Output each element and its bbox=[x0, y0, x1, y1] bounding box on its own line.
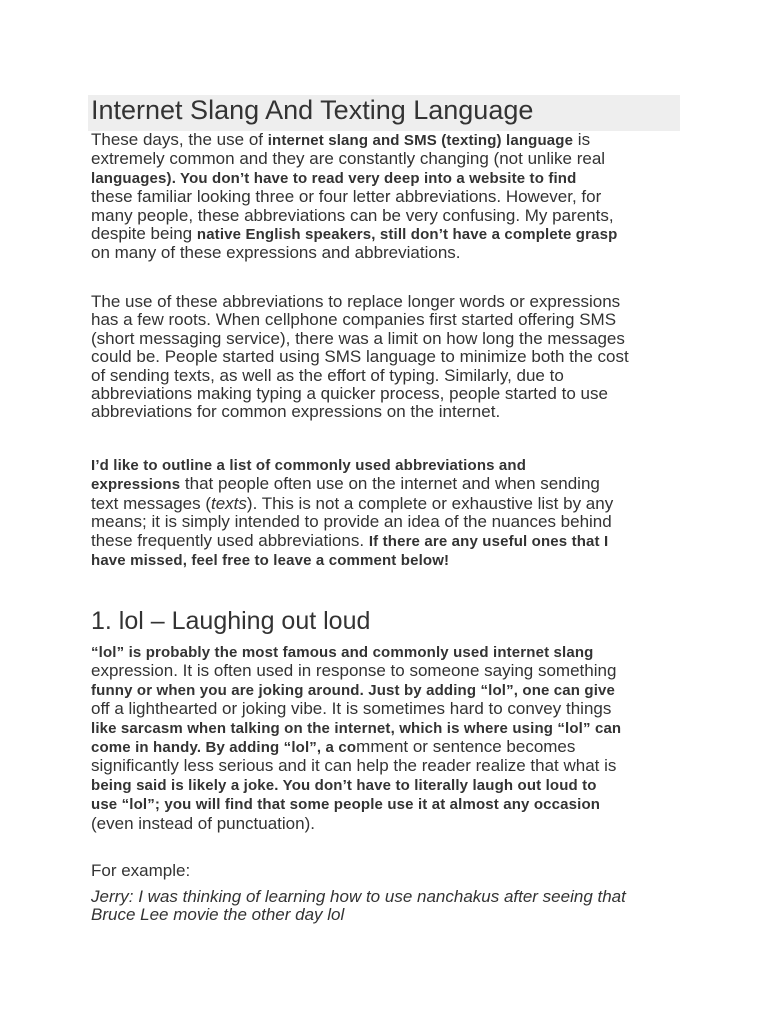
text-run: despite being bbox=[91, 224, 197, 244]
italic-run: texts bbox=[211, 493, 247, 513]
text-line bbox=[91, 719, 691, 738]
text-line bbox=[91, 131, 691, 150]
bold-run: languages) bbox=[91, 169, 172, 187]
text-line bbox=[91, 456, 691, 475]
text-run: is bbox=[573, 130, 591, 149]
text-line: Bruce Lee movie the other day lol bbox=[91, 905, 345, 925]
text-line bbox=[91, 643, 691, 662]
text-line: on many of these expressions and abbreviations. bbox=[91, 243, 461, 263]
bold-run: like sarcasm when talking on the internet, which is where using “lol” can bbox=[91, 719, 622, 737]
example-label: For example: bbox=[91, 861, 191, 880]
text-line bbox=[91, 738, 691, 757]
bold-run: internet slang and SMS (texting) language bbox=[267, 132, 574, 149]
page-title: Internet Slang And Texting Language bbox=[91, 95, 534, 125]
bold-run: use “lol”; you will find that some people use it at almost any occasion bbox=[91, 796, 601, 814]
bold-run: being said is likely a joke. You don’t have to literally laugh out loud to bbox=[91, 776, 597, 794]
text-line: many people, these abbreviations can be very confusing. My parents, bbox=[91, 205, 614, 225]
text-line bbox=[91, 776, 691, 795]
text-line bbox=[91, 225, 691, 244]
text-run: These days, the use of bbox=[91, 130, 268, 149]
text-line: off a lighthearted or joking vibe. It is sometimes hard to convey things bbox=[91, 699, 612, 719]
text-line bbox=[91, 551, 691, 570]
example-quote bbox=[91, 888, 691, 925]
bold-run: have missed, feel free to leave a comment below! bbox=[91, 552, 450, 570]
text-line: has a few roots. When cellphone companies first started offering SMS bbox=[91, 310, 617, 330]
text-line bbox=[91, 495, 691, 513]
text-line: means; it is simply intended to provide an idea of the nuances behind bbox=[91, 512, 612, 532]
text-line: of sending texts, as well as the effort of typing. Similarly, due to bbox=[91, 365, 564, 385]
bold-run: native English speakers, still don’t have a complete grasp bbox=[196, 226, 618, 244]
bold-run: “lol” is probably the most famous and commonly used internet slang bbox=[91, 644, 594, 661]
text-line: could be. People started using SMS language to minimize both the cost bbox=[91, 347, 629, 367]
bold-run: If there are any useful ones that I bbox=[368, 532, 609, 550]
text-line: (even instead of punctuation). bbox=[91, 813, 315, 833]
text-line: Jerry: I was thinking of learning how to use nanchakus after seeing that bbox=[91, 887, 626, 906]
text-run: text messages ( bbox=[91, 493, 211, 513]
text-line: significantly less serious and it can help the reader realize that what is bbox=[91, 756, 617, 776]
text-line bbox=[91, 532, 691, 551]
text-line: these familiar looking three or four letter abbreviations. However, for bbox=[91, 187, 602, 207]
text-line: The use of these abbreviations to replace longer words or expressions bbox=[91, 292, 621, 311]
text-line: abbreviations making typing a quicker process, people started to use bbox=[91, 384, 608, 404]
text-run: mment or sentence becomes bbox=[356, 737, 576, 757]
text-line bbox=[91, 169, 691, 188]
section-heading: 1. lol – Laughing out loud bbox=[91, 607, 371, 635]
text-line bbox=[91, 475, 691, 494]
text-run: that people often use on the internet and when sending bbox=[180, 474, 600, 494]
text-line: extremely common and they are constantly changing (not unlike real bbox=[91, 149, 606, 169]
text-line: abbreviations for common expressions on the internet. bbox=[91, 402, 501, 422]
text-line: expression. It is often used in response to someone saying something bbox=[91, 661, 617, 681]
outline-paragraph bbox=[91, 456, 691, 570]
bold-run: funny or when you are joking around. Just by adding “lol”, one can give bbox=[91, 681, 616, 699]
text-run: ). This is not a complete or exhaustive list by any bbox=[246, 493, 614, 513]
text-run: these frequently used abbreviations. bbox=[91, 530, 369, 550]
bold-run: come in handy. By adding “lol”, a co bbox=[91, 739, 357, 757]
bold-run: . You don’t have to read very deep into a website to find bbox=[171, 169, 577, 187]
text-line bbox=[91, 795, 691, 814]
intro-paragraph bbox=[91, 131, 691, 263]
roots-paragraph bbox=[91, 293, 691, 422]
bold-run: I’d like to outline a list of commonly used abbreviations and bbox=[91, 457, 527, 474]
text-line bbox=[91, 681, 691, 700]
text-line: (short messaging service), there was a limit on how long the messages bbox=[91, 328, 625, 348]
bold-run: expressions bbox=[91, 476, 181, 494]
lol-paragraph bbox=[91, 643, 691, 833]
